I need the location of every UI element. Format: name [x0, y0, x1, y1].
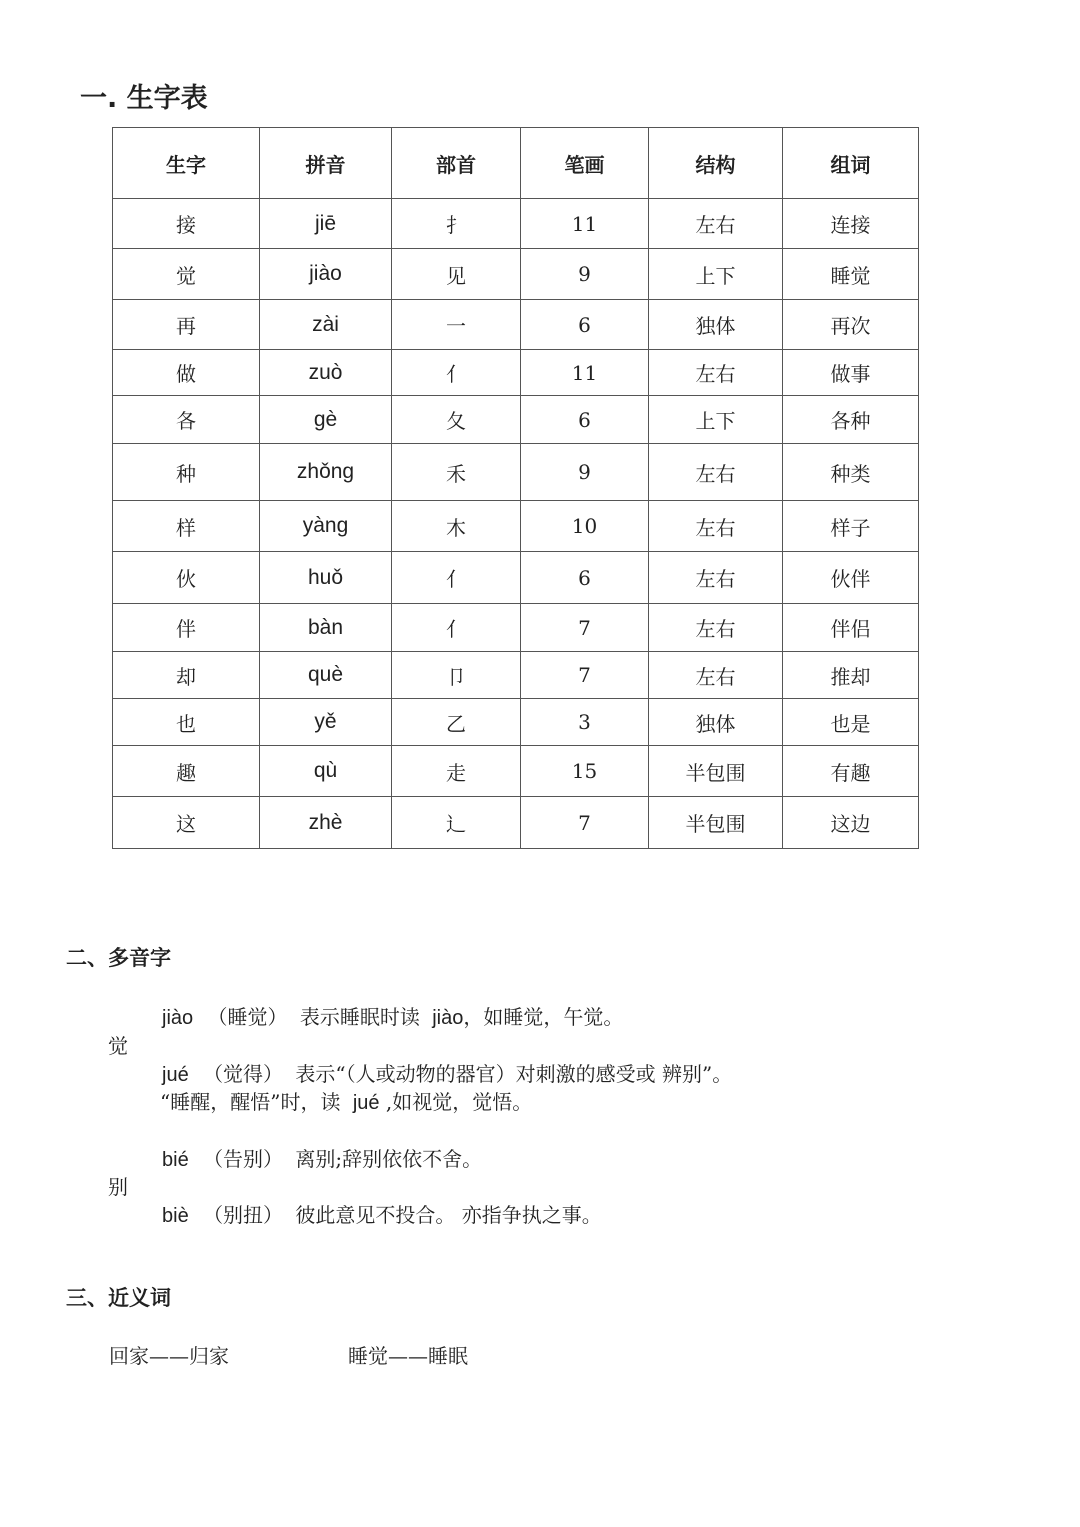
polyphone-char: 别	[108, 1175, 128, 1199]
example-word: （觉得）	[203, 1062, 284, 1086]
cell-char: 做	[113, 350, 260, 396]
explanation-text: 表示睡眠时读	[299, 1005, 420, 1029]
explanation-text: ,如视觉，觉悟。	[385, 1090, 533, 1114]
column-header-strokes: 笔画	[521, 128, 649, 199]
explanation-text: ，如睡觉，午觉。	[463, 1005, 624, 1029]
cell-strokes: 6	[521, 396, 649, 444]
pinyin-text: jiào	[162, 1007, 194, 1029]
table-row	[113, 699, 919, 746]
cell-structure: 左右	[649, 552, 783, 604]
cell-structure: 半包围	[649, 746, 783, 797]
cell-strokes: 11	[521, 199, 649, 249]
column-header-char: 生字	[113, 128, 260, 199]
cell-pinyin: zài	[260, 300, 392, 350]
char-table	[112, 127, 919, 849]
explanation-text: “睡醒，醒悟”时，读	[160, 1090, 341, 1114]
cell-strokes: 7	[521, 652, 649, 699]
cell-structure: 半包围	[649, 797, 783, 849]
polyphone-line	[162, 1058, 732, 1087]
table-row	[113, 652, 919, 699]
table-row	[113, 444, 919, 501]
example-word: （别扭）	[203, 1203, 284, 1227]
cell-radical: 亻	[392, 350, 521, 396]
cell-strokes: 7	[521, 797, 649, 849]
cell-structure: 上下	[649, 396, 783, 444]
cell-structure: 左右	[649, 501, 783, 552]
cell-radical: 木	[392, 501, 521, 552]
section-title-polyphones: 二、多音字	[66, 946, 171, 970]
cell-radical: 见	[392, 249, 521, 300]
cell-structure: 独体	[649, 300, 783, 350]
explanation-text: 表示“（人或动物的器官）对刺激的感受或 辨别”。	[295, 1062, 733, 1086]
cell-char: 接	[113, 199, 260, 249]
cell-words: 各种	[783, 396, 919, 444]
cell-radical: 卩	[392, 652, 521, 699]
cell-char: 伙	[113, 552, 260, 604]
cell-words: 伴侣	[783, 604, 919, 652]
cell-structure: 左右	[649, 444, 783, 501]
cell-pinyin: zhè	[260, 797, 392, 849]
cell-structure: 独体	[649, 699, 783, 746]
cell-strokes: 9	[521, 249, 649, 300]
pinyin-text: biè	[162, 1205, 189, 1227]
table-row	[113, 300, 919, 350]
cell-words: 连接	[783, 199, 919, 249]
cell-radical: 亻	[392, 604, 521, 652]
cell-structure: 左右	[649, 199, 783, 249]
synonym-pair: 睡觉——睡眠	[348, 1344, 468, 1368]
cell-words: 也是	[783, 699, 919, 746]
table-row	[113, 350, 919, 396]
cell-pinyin: yàng	[260, 501, 392, 552]
table-header-row	[113, 128, 919, 199]
table-row	[113, 552, 919, 604]
cell-strokes: 3	[521, 699, 649, 746]
cell-strokes: 6	[521, 552, 649, 604]
polyphone-line	[162, 1143, 482, 1172]
cell-words: 这边	[783, 797, 919, 849]
cell-strokes: 6	[521, 300, 649, 350]
example-word: （告别）	[203, 1147, 284, 1171]
column-header-words: 组词	[783, 128, 919, 199]
table-row	[113, 746, 919, 797]
cell-words: 伙伴	[783, 552, 919, 604]
cell-char: 趣	[113, 746, 260, 797]
cell-pinyin: zhǒng	[260, 444, 392, 501]
table-row	[113, 199, 919, 249]
cell-char: 却	[113, 652, 260, 699]
pinyin-text: bié	[162, 1149, 189, 1171]
cell-pinyin: qù	[260, 746, 392, 797]
polyphone-line	[160, 1086, 532, 1115]
cell-char: 也	[113, 699, 260, 746]
explanation-text: 离别;辞别依依不舍。	[295, 1147, 483, 1171]
cell-pinyin: bàn	[260, 604, 392, 652]
cell-strokes: 9	[521, 444, 649, 501]
cell-words: 有趣	[783, 746, 919, 797]
cell-radical: 亻	[392, 552, 521, 604]
cell-radical: 乙	[392, 699, 521, 746]
cell-strokes: 15	[521, 746, 649, 797]
cell-pinyin: yě	[260, 699, 392, 746]
cell-strokes: 7	[521, 604, 649, 652]
table-row	[113, 797, 919, 849]
pinyin-text: jiào	[432, 1007, 464, 1029]
section-title-char-table: 一. 生字表	[80, 83, 208, 114]
cell-char: 样	[113, 501, 260, 552]
polyphone-line	[162, 1199, 602, 1228]
polyphone-line	[162, 1001, 623, 1030]
cell-char: 种	[113, 444, 260, 501]
cell-words: 样子	[783, 501, 919, 552]
cell-strokes: 10	[521, 501, 649, 552]
cell-pinyin: què	[260, 652, 392, 699]
cell-char: 觉	[113, 249, 260, 300]
explanation-text: 彼此意见不投合。 亦指争执之事。	[295, 1203, 602, 1227]
cell-radical: 禾	[392, 444, 521, 501]
cell-pinyin: zuò	[260, 350, 392, 396]
column-header-structure: 结构	[649, 128, 783, 199]
cell-pinyin: jiē	[260, 199, 392, 249]
cell-radical: 一	[392, 300, 521, 350]
section-title-synonyms: 三、近义词	[66, 1286, 171, 1310]
cell-pinyin: gè	[260, 396, 392, 444]
cell-words: 做事	[783, 350, 919, 396]
cell-char: 这	[113, 797, 260, 849]
table-row	[113, 396, 919, 444]
pinyin-text: jué	[352, 1092, 380, 1114]
pinyin-text: jué	[162, 1064, 189, 1086]
cell-pinyin: huǒ	[260, 552, 392, 604]
cell-radical: 辶	[392, 797, 521, 849]
column-header-radical: 部首	[392, 128, 521, 199]
polyphone-char: 觉	[108, 1034, 128, 1058]
cell-radical: 扌	[392, 199, 521, 249]
cell-structure: 左右	[649, 652, 783, 699]
table-row	[113, 501, 919, 552]
cell-radical: 夂	[392, 396, 521, 444]
example-word: （睡觉）	[207, 1005, 288, 1029]
cell-char: 再	[113, 300, 260, 350]
cell-structure: 上下	[649, 249, 783, 300]
cell-words: 再次	[783, 300, 919, 350]
table-row	[113, 249, 919, 300]
cell-structure: 左右	[649, 604, 783, 652]
table-row	[113, 604, 919, 652]
cell-char: 伴	[113, 604, 260, 652]
synonym-pair: 回家——归家	[109, 1344, 229, 1368]
cell-pinyin: jiào	[260, 249, 392, 300]
cell-radical: 走	[392, 746, 521, 797]
cell-words: 睡觉	[783, 249, 919, 300]
cell-char: 各	[113, 396, 260, 444]
cell-strokes: 11	[521, 350, 649, 396]
cell-structure: 左右	[649, 350, 783, 396]
cell-words: 种类	[783, 444, 919, 501]
cell-words: 推却	[783, 652, 919, 699]
column-header-pinyin: 拼音	[260, 128, 392, 199]
